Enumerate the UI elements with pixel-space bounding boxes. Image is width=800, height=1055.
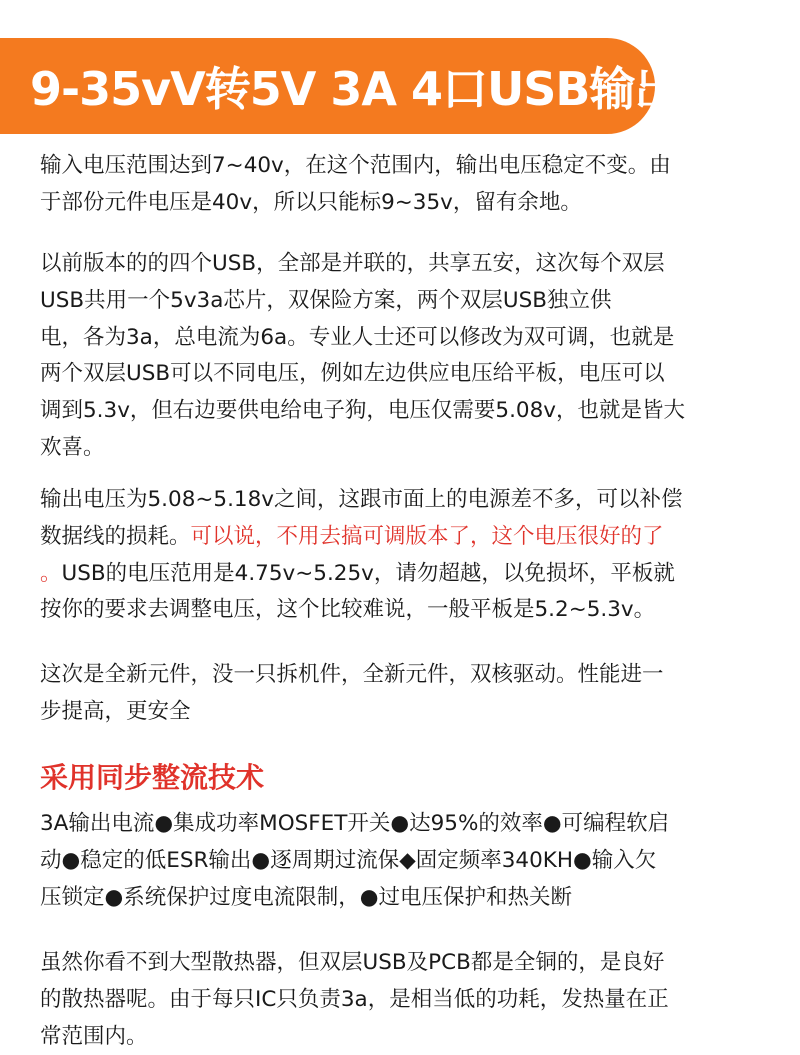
paragraph-features: [40, 806, 669, 916]
paragraph-line: 按你的要求去调整电压，这个比较难说，一般平板是5.2~5.3v。: [40, 597, 656, 623]
paragraph-line: [40, 519, 682, 556]
paragraph-line: 以前版本的的四个USB，全部是并联的，共享五安，这次每个双层: [40, 251, 665, 276]
paragraph-line: 的散热器呢。由于每只IC只负责3a，是相当低的功耗，发热量在正: [40, 986, 669, 1012]
paragraph-usb-design: [40, 246, 685, 467]
paragraph-line: 动●稳定的低ESR输出●逐周期过流保◆固定频率340KH●输入欠: [40, 847, 657, 873]
paragraph-new-components: [40, 657, 664, 731]
paragraph-line: 输入电压范围达到7~40v，在这个范围内，输出电压稳定不变。由: [40, 153, 671, 178]
paragraph-line: 压锁定●系统保护过度电流限制，●过电压保护和热关断: [40, 884, 573, 910]
paragraph-line: [40, 556, 682, 593]
highlight-text: 可以说，不用去搞可调版本了，这个电压很好的了: [190, 523, 664, 549]
page-title: 9-35vV转5V 3A 4口USB输出: [30, 62, 680, 116]
highlight-text: 。: [40, 560, 62, 586]
title-banner: [0, 38, 680, 134]
paragraph-line: USB共用一个5v3a芯片，双保险方案，两个双层USB独立供: [40, 287, 612, 313]
paragraph-line: 步提高，更安全: [40, 698, 191, 724]
paragraph-line: 虽然你看不到大型散热器，但双层USB及PCB都是全铜的，是良好: [40, 950, 665, 975]
paragraph-line: 欢喜。: [40, 434, 105, 460]
paragraph-heat-dissipation: [40, 945, 669, 1055]
text-segment: 数据线的损耗。: [40, 523, 191, 549]
section-heading: 采用同步整流技术: [40, 761, 265, 794]
text-segment: USB的电压范用是4.75v~5.25v，请勿超越，以免损坏，平板就: [61, 560, 675, 586]
paragraph-line: 于部份元件电压是40v，所以只能标9~35v，留有余地。: [40, 189, 582, 215]
paragraph-output-voltage: [40, 482, 682, 629]
paragraph-line: 电，各为3a，总电流为6a。专业人士还可以修改为双可调，也就是: [40, 324, 675, 350]
paragraph-line: 输出电压为5.08~5.18v之间，这跟市面上的电源差不多，可以补偿: [40, 487, 683, 512]
paragraph-line: 3A输出电流●集成功率MOSFET开关●达95%的效率●可编程软启: [40, 811, 670, 836]
paragraph-line: 两个双层USB可以不同电压，例如左边供应电压给平板，电压可以: [40, 361, 665, 387]
paragraph-line: 这次是全新元件，没一只拆机件，全新元件，双核驱动。性能进一: [40, 662, 664, 687]
paragraph-input-voltage: [40, 148, 671, 222]
paragraph-line: 调到5.3v，但右边要供电给电子狗，电压仅需要5.08v，也就是皆大: [40, 398, 686, 424]
paragraph-line: 常范围内。: [40, 1023, 148, 1049]
